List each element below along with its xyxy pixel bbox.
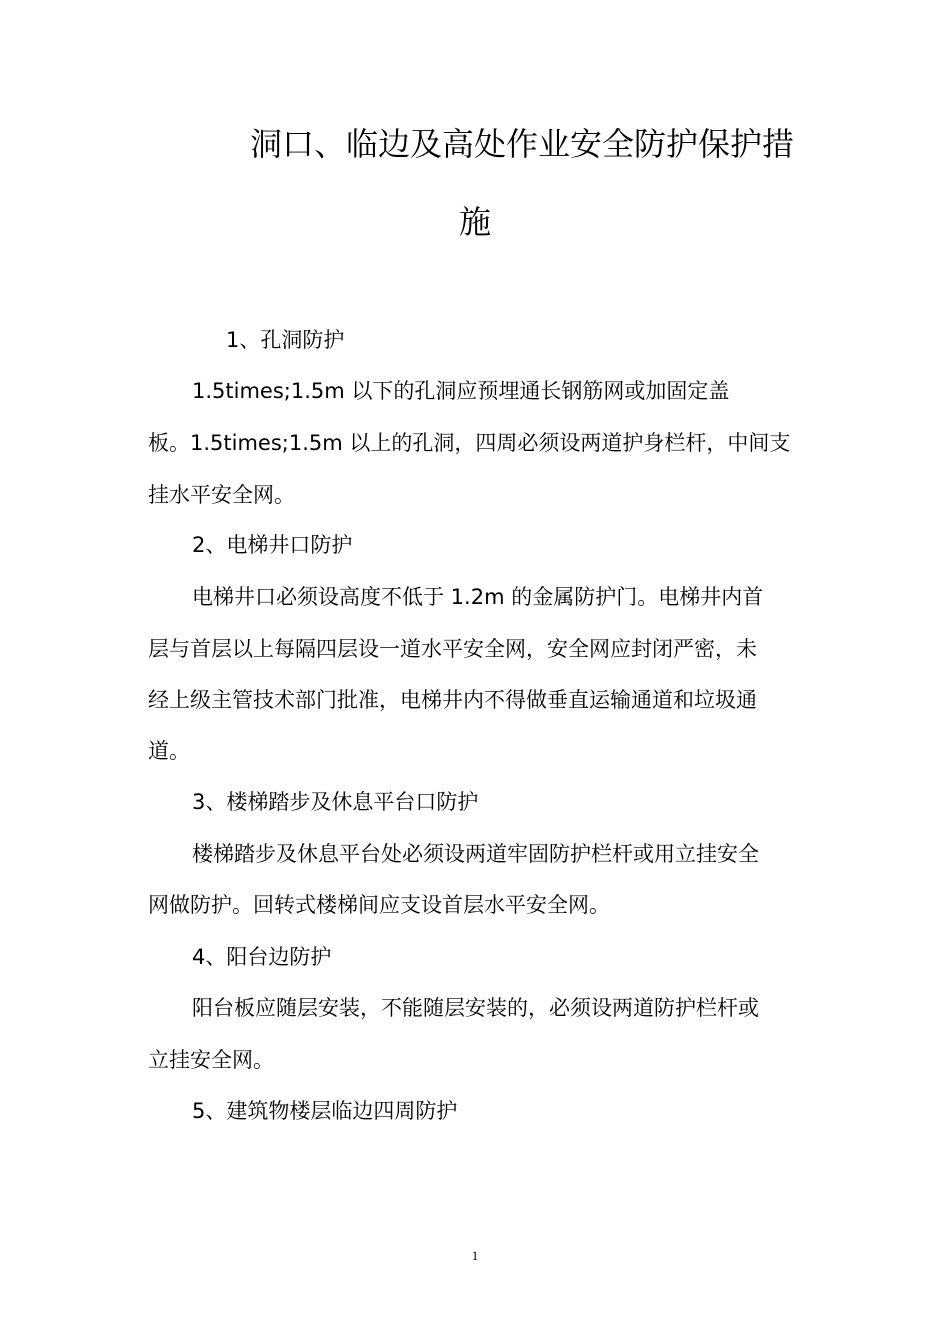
section-heading-2: 2、电梯井口防护: [192, 533, 353, 557]
section-heading-4: 4、阳台边防护: [192, 945, 332, 969]
paragraph-line: 层与首层以上每隔四层设一道水平安全网，安全网应封闭严密，未: [148, 637, 757, 661]
paragraph-line: 网做防护。回转式楼梯间应支设首层水平安全网。: [148, 893, 610, 917]
document-title-line-1: 洞口、临边及高处作业安全防护保护措: [249, 125, 794, 163]
section-heading-5: 5、建筑物楼层临边四周防护: [192, 1099, 458, 1123]
page-number: 1: [471, 1248, 479, 1263]
paragraph-line: 1.5times;1.5m 以下的孔洞应预埋通长钢筋网或加固定盖: [192, 379, 730, 403]
paragraph-line: 经上级主管技术部门批准，电梯井内不得做垂直运输通道和垃圾通: [148, 688, 757, 712]
paragraph-line: 板。1.5times;1.5m 以上的孔洞，四周必须设两道护身栏杆，中间支: [148, 431, 791, 455]
paragraph-line: 挂水平安全网。: [148, 483, 295, 507]
paragraph-line: 楼梯踏步及休息平台处必须设两道牢固防护栏杆或用立挂安全: [192, 842, 759, 866]
paragraph-line: 电梯井口必须设高度不低于 1.2m 的金属防护门。电梯井内首: [192, 585, 764, 609]
section-heading-3: 3、楼梯踏步及休息平台口防护: [192, 790, 479, 814]
section-heading-1: 1、孔洞防护: [226, 328, 345, 352]
paragraph-line: 立挂安全网。: [148, 1048, 274, 1072]
paragraph-line: 阳台板应随层安装，不能随层安装的，必须设两道防护栏杆或: [192, 996, 759, 1020]
document-title-line-2: 施: [458, 203, 491, 241]
paragraph-line: 道。: [148, 739, 190, 763]
